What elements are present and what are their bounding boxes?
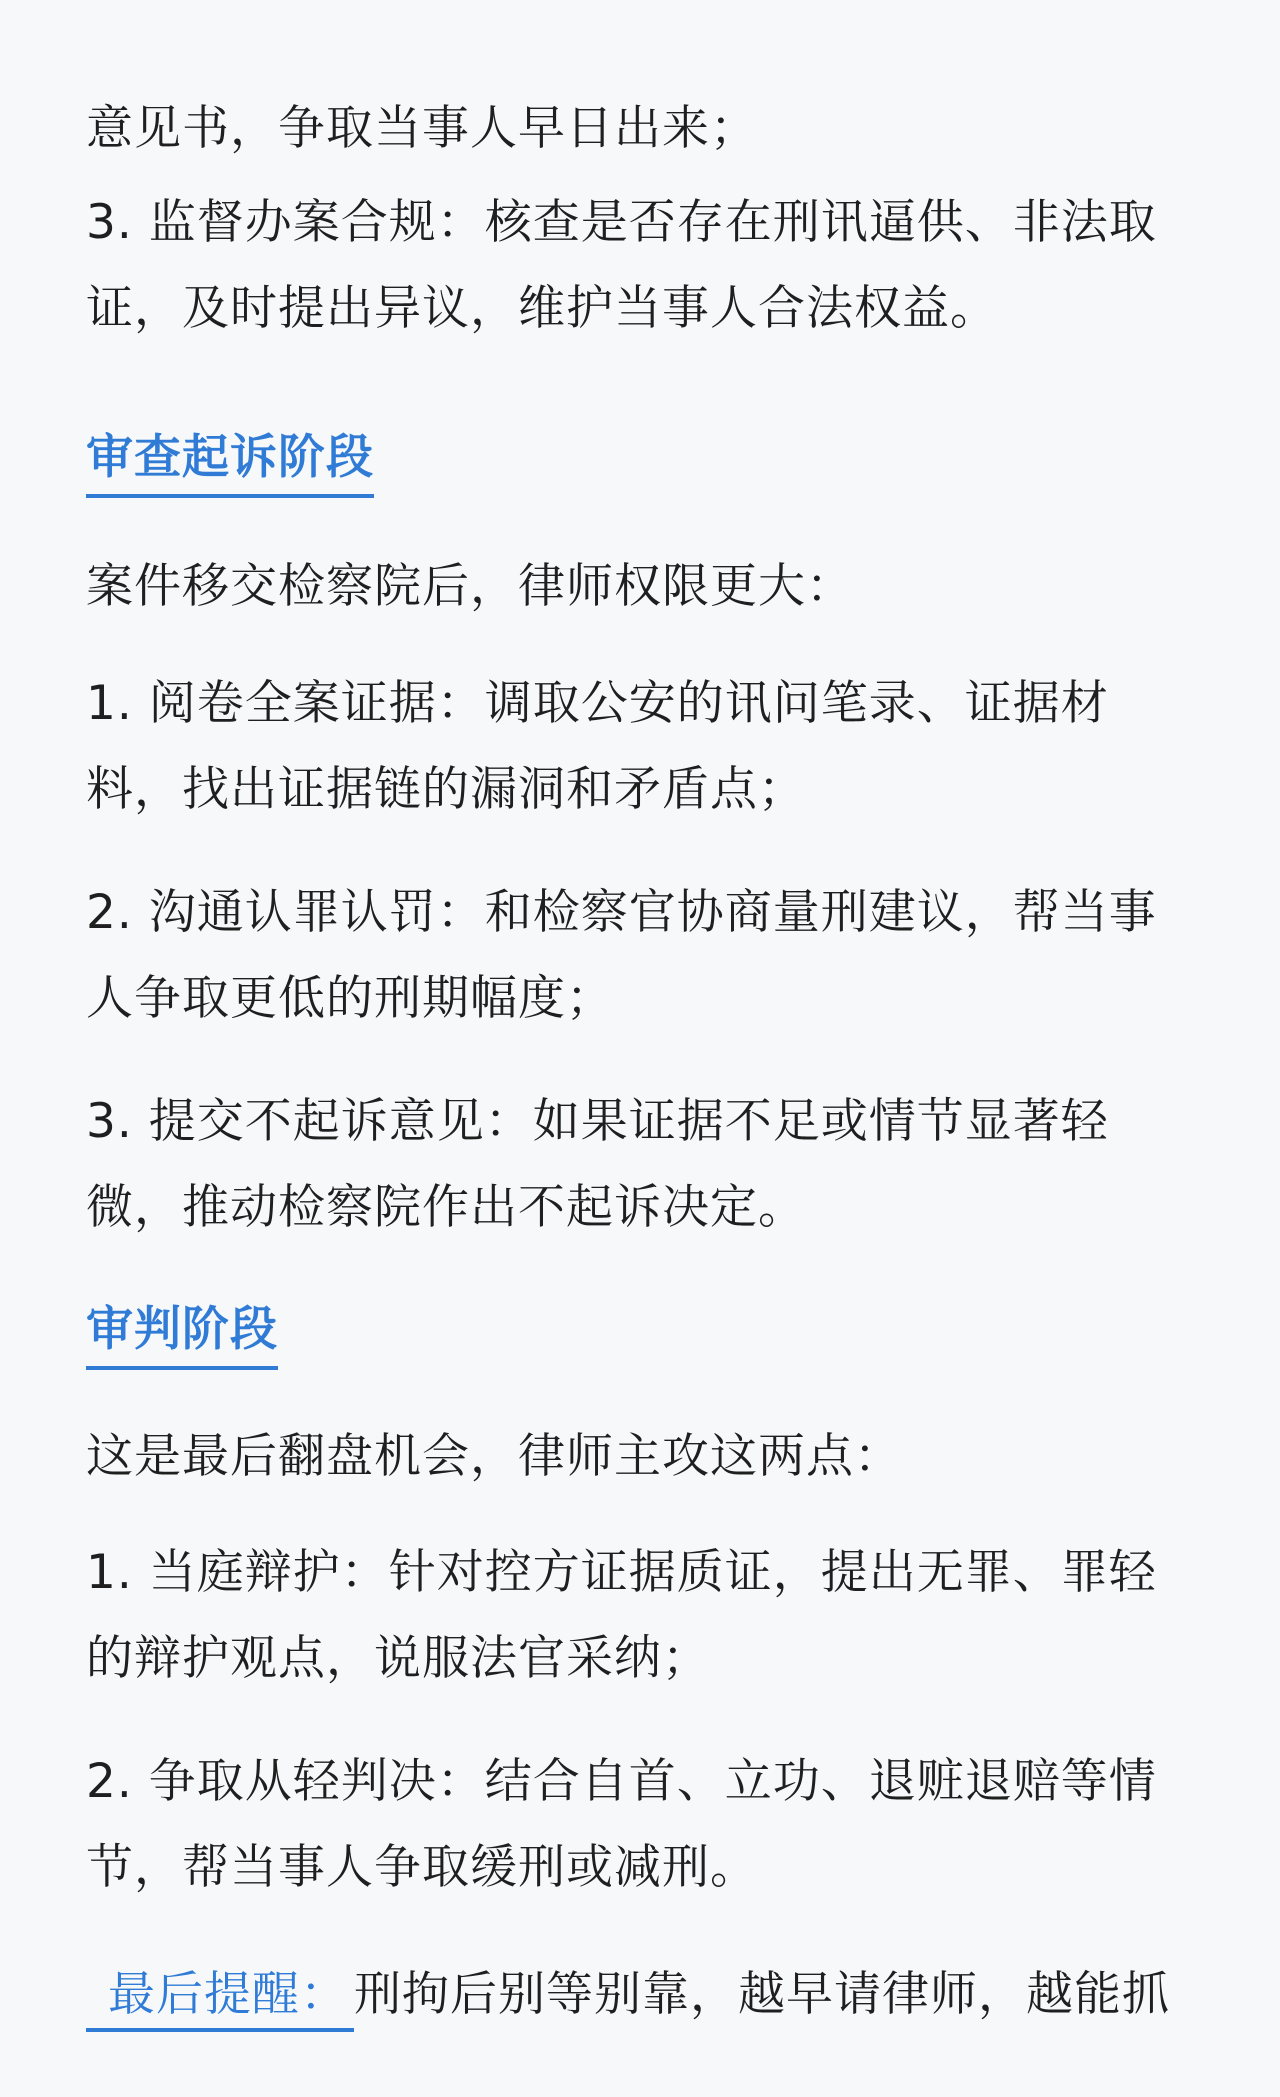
section-heading-review-prosecution: 审查起诉阶段 (86, 428, 374, 498)
paragraph-supervise-compliance: 3. 监督办案合规：核查是否存在刑讯逼供、非法取证，及时提出异议，维护当事人合法权益。 (86, 195, 1157, 336)
section-heading-trial: 审判阶段 (86, 1300, 278, 1370)
paragraph-review-item-3: 3. 提交不起诉意见：如果证据不足或情节显著轻微，推动检察院作出不起诉决定。 (86, 1094, 1109, 1235)
paragraph-review-item-1: 1. 阅卷全案证据：调取公安的讯问笔录、证据材料，找出证据链的漏洞和矛盾点； (86, 676, 1109, 817)
paragraph-trial-item-1: 1. 当庭辩护：针对控方证据质证，提出无罪、罪轻的辩护观点，说服法官采纳； (86, 1545, 1157, 1686)
final-reminder-text: 刑拘后别等别靠，越早请律师，越能抓 (354, 1967, 1170, 2022)
final-reminder-label: 最后提醒： (86, 1967, 354, 2032)
paragraph-trial-intro: 这是最后翻盘机会，律师主攻这两点： (86, 1429, 902, 1484)
paragraph-trial-item-2: 2. 争取从轻判决：结合自首、立功、退赃退赔等情节，帮当事人争取缓刑或减刑。 (86, 1754, 1157, 1895)
paragraph-intro-tail: 意见书，争取当事人早日出来； (86, 101, 758, 156)
final-reminder (86, 1965, 1236, 2025)
paragraph-review-item-2: 2. 沟通认罪认罚：和检察官协商量刑建议，帮当事人争取更低的刑期幅度； (86, 885, 1157, 1026)
paragraph-review-intro: 案件移交检察院后，律师权限更大： (86, 559, 854, 614)
